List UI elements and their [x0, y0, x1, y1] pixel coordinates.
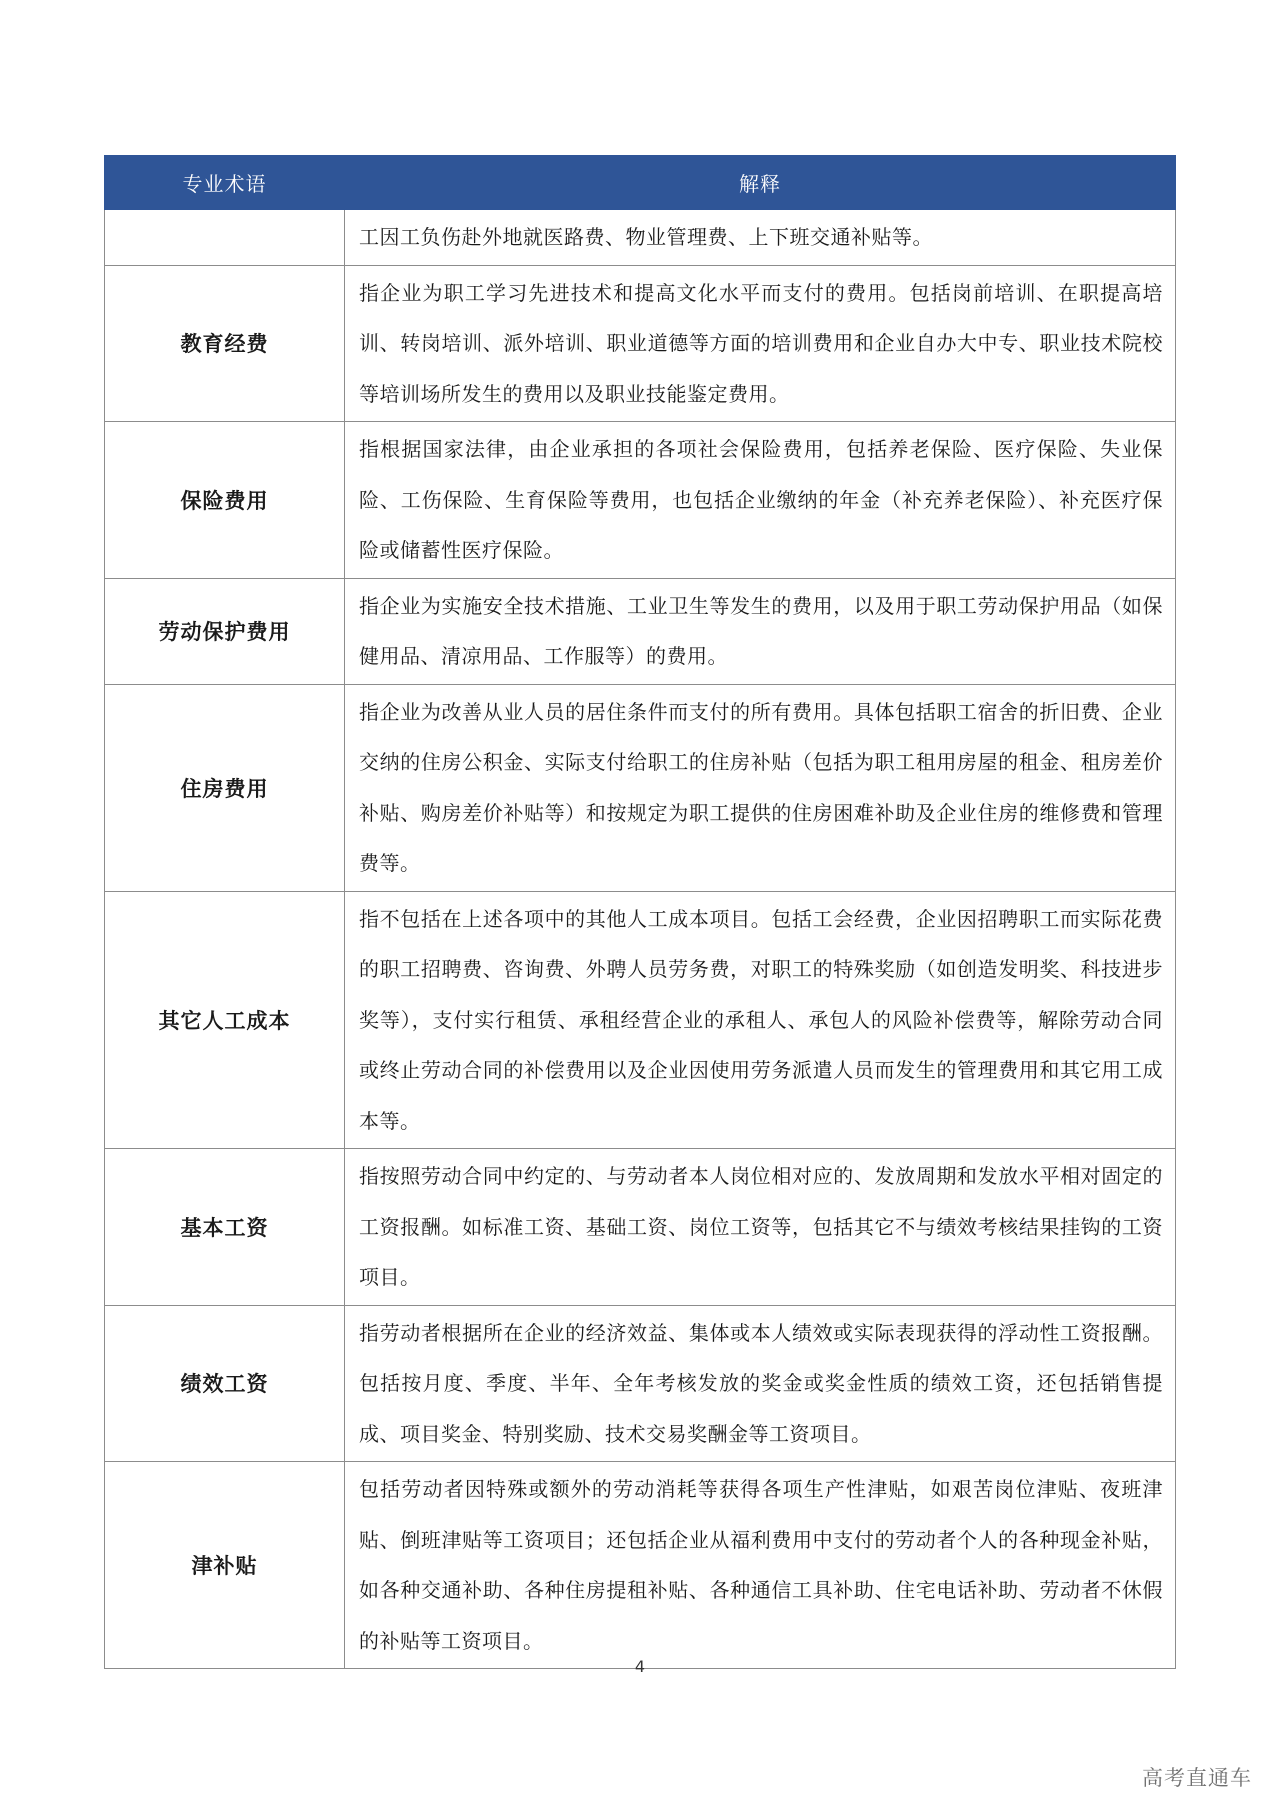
table-row [105, 265, 1176, 422]
explanation-cell: 指企业为改善从业人员的居住条件而支付的所有费用。具体包括职工宿舍的折旧费、企业交纳的住房公积金、实际支付给职工的住房补贴（包括为职工租用房屋的租金、租房差价补贴、购房差价补贴等）和按规定为职工提供的住房困难补助及企业住房的维修费和管理费等。 [345, 684, 1176, 891]
table-row [105, 422, 1176, 579]
table-row [105, 891, 1176, 1149]
table-row [105, 1462, 1176, 1669]
explanation-cell: 指根据国家法律，由企业承担的各项社会保险费用，包括养老保险、医疗保险、失业保险、工伤保险、生育保险等费用，也包括企业缴纳的年金（补充养老保险）、补充医疗保险或储蓄性医疗保险。 [345, 422, 1176, 579]
watermark-text: 高考直通车 [1142, 1766, 1252, 1790]
explanation-cell: 指不包括在上述各项中的其他人工成本项目。包括工会经费，企业因招聘职工而实际花费的职工招聘费、咨询费、外聘人员劳务费，对职工的特殊奖励（如创造发明奖、科技进步奖等），支付实行租赁、承租经营企业的承租人、承包人的风险补偿费等，解除劳动合同或终止劳动合同的补偿费用以及企业因使用劳务派遣人员而发生的管理费用和其它用工成本等。 [345, 891, 1176, 1149]
term-cell: 住房费用 [105, 684, 345, 891]
table-row [105, 210, 1176, 266]
page-number: 4 [634, 1657, 646, 1676]
explanation-cell: 指劳动者根据所在企业的经济效益、集体或本人绩效或实际表现获得的浮动性工资报酬。包括按月度、季度、半年、全年考核发放的奖金或奖金性质的绩效工资，还包括销售提成、项目奖金、特别奖励、技术交易奖酬金等工资项目。 [345, 1305, 1176, 1462]
term-cell: 劳动保护费用 [105, 578, 345, 684]
term-cell: 其它人工成本 [105, 891, 345, 1149]
terms-table [104, 155, 1176, 1669]
table-header-row [105, 156, 1176, 210]
term-cell: 基本工资 [105, 1149, 345, 1306]
term-cell: 保险费用 [105, 422, 345, 579]
term-cell: 津补贴 [105, 1462, 345, 1669]
table-row [105, 684, 1176, 891]
explanation-cell: 指按照劳动合同中约定的、与劳动者本人岗位相对应的、发放周期和发放水平相对固定的工资报酬。如标准工资、基础工资、岗位工资等，包括其它不与绩效考核结果挂钩的工资项目。 [345, 1149, 1176, 1306]
explanation-column-header: 解释 [345, 156, 1176, 210]
table-row [105, 1149, 1176, 1306]
explanation-cell: 指企业为职工学习先进技术和提高文化水平而支付的费用。包括岗前培训、在职提高培训、转岗培训、派外培训、职业道德等方面的培训费用和企业自办大中专、职业技术院校等培训场所发生的费用以及职业技能鉴定费用。 [345, 265, 1176, 422]
explanation-cell: 工因工负伤赴外地就医路费、物业管理费、上下班交通补贴等。 [345, 210, 1176, 266]
term-cell: 教育经费 [105, 265, 345, 422]
table-row [105, 1305, 1176, 1462]
term-cell: 绩效工资 [105, 1305, 345, 1462]
term-column-header: 专业术语 [105, 156, 345, 210]
term-cell [105, 210, 345, 266]
explanation-cell: 指企业为实施安全技术措施、工业卫生等发生的费用，以及用于职工劳动保护用品（如保健用品、清凉用品、工作服等）的费用。 [345, 578, 1176, 684]
explanation-cell: 包括劳动者因特殊或额外的劳动消耗等获得各项生产性津贴，如艰苦岗位津贴、夜班津贴、倒班津贴等工资项目；还包括企业从福利费用中支付的劳动者个人的各种现金补贴，如各种交通补助、各种住房提租补贴、各种通信工具补助、住宅电话补助、劳动者不休假的补贴等工资项目。 [345, 1462, 1176, 1669]
table-row [105, 578, 1176, 684]
